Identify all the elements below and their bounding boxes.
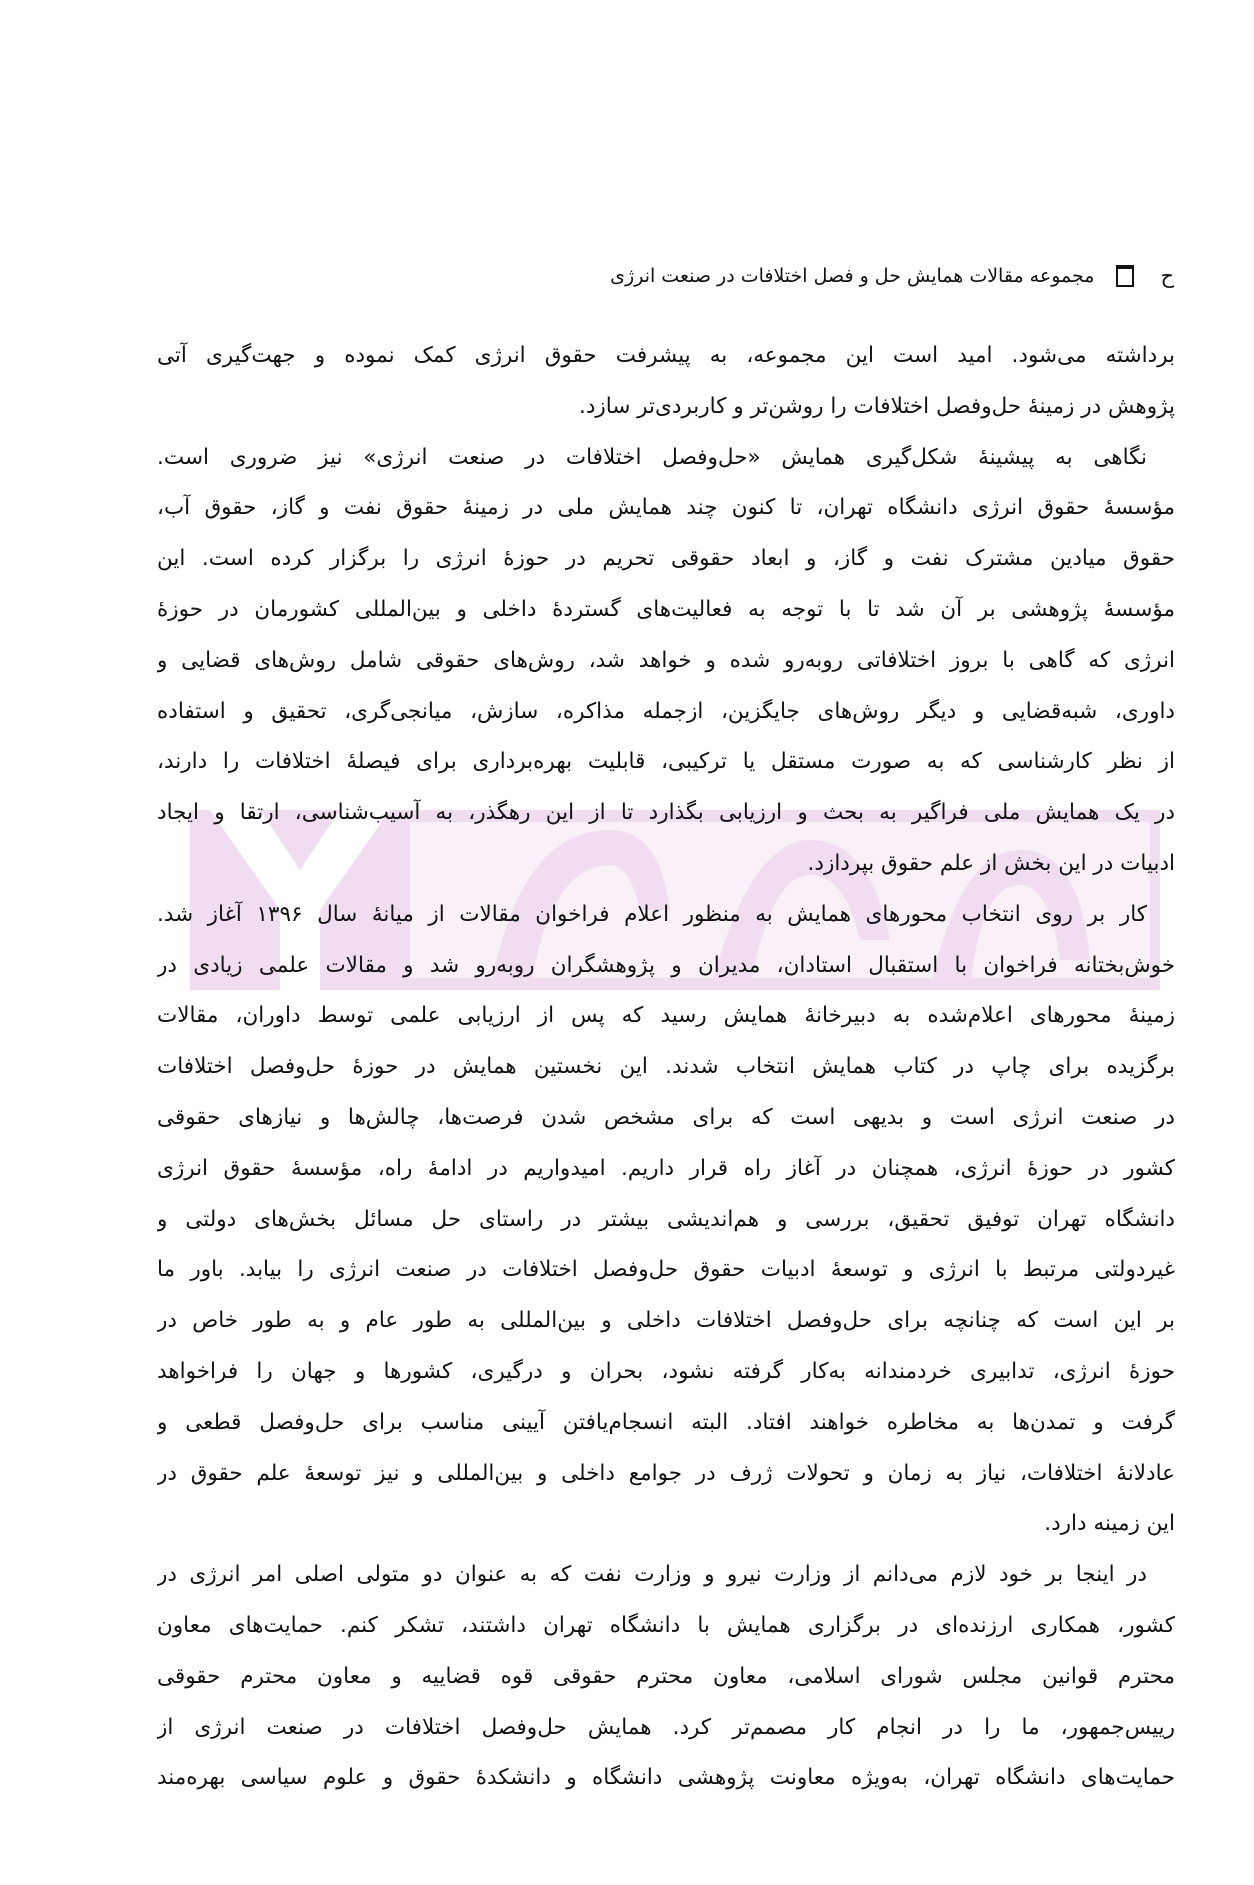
body-text <box>157 331 1175 1804</box>
text-line: پژوهش در زمینهٔ حل‌وفصل اختلافات را روشن‌تر و کاربردی‌تر سازد. <box>578 393 1175 419</box>
page-number: ح <box>1160 264 1174 288</box>
text-line: عادلانهٔ اختلافات، نیاز به زمان و تحولات ژرف در جوامع داخلی و بین‌المللی و نیز توسعهٔ علم حقوق در <box>157 1460 1175 1486</box>
text-line: انرژی که گاهی با بروز اختلافاتی روبه‌رو شده و خواهد شد، روش‌های حقوقی شامل روش‌های قضایی و <box>157 647 1175 673</box>
text-line: محترم قوانین مجلس شورای اسلامی، معاون محترم حقوقی قوه قضاییه و معاون محترم حقوقی <box>157 1663 1175 1689</box>
text-line: دانشگاه تهران توفیق تحقیق، بررسی و هم‌اندیشی بیشتر در راستای حل مسائل بخش‌های دولتی و <box>157 1206 1175 1232</box>
square-bullet-icon <box>1116 265 1134 287</box>
text-line: برداشته می‌شود. امید است این مجموعه، به پیشرفت حقوق انرژی کمک نموده و جهت‌گیری آتی <box>157 343 1175 368</box>
text-line: نگاهی به پیشینهٔ شکل‌گیری همایش «حل‌وفصل اختلافات در صنعت انرژی» نیز ضروری است. <box>157 444 1147 470</box>
text-line: کار بر روی انتخاب محورهای همایش به منظور اعلام فراخوان مقالات از میانهٔ سال ۱۳۹۶ آغاز شد. <box>157 901 1147 927</box>
text-line: غیردولتی مرتبط با انرژی و توسعهٔ ادبیات حقوق حل‌وفصل اختلافات در صنعت انرژی را بیابد. باور ما <box>157 1257 1175 1283</box>
text-line: رییس‌جمهور، ما را در انجام کار مصمم‌تر کرد. همایش حل‌وفصل اختلافات در صنعت انرژی از <box>157 1714 1175 1740</box>
text-line: در یک همایش ملی فراگیر به بحث و ارزیابی بگذارد تا از این رهگذر، به آسیب‌شناسی، ارتقا و ایجاد <box>157 800 1175 826</box>
running-title: مجموعه مقالات همایش حل و فصل اختلافات در صنعت انرژی <box>610 265 1095 287</box>
text-line: کشور، همکاری ارزنده‌ای در برگزاری همایش با دانشگاه تهران داشتند، تشکر کنم. حمایت‌های معاون <box>157 1612 1175 1638</box>
text-line: خوش‌بختانه فراخوان با استقبال استادان، مدیران و پژوهشگران روبه‌رو شد و مقالات علمی زیادی در <box>157 952 1175 978</box>
text-line: حقوق میادین مشترک نفت و گاز، و ابعاد حقوقی تحریم در حوزهٔ انرژی را برگزار کرده است. این <box>157 546 1175 572</box>
text-line: بر این است که چنانچه برای حل‌وفصل اختلافات داخلی و بین‌المللی به طور عام و به طور خاص در <box>157 1308 1175 1334</box>
paragraph <box>157 890 1175 1550</box>
text-line: داوری، شبه‌قضایی و دیگر روش‌های جایگزین، ازجمله مذاکره، سازش، میانجی‌گری، تحقیق و استفاده <box>157 698 1175 724</box>
text-line: مؤسسهٔ حقوق انرژی دانشگاه تهران، تا کنون چند همایش ملی در زمینهٔ حقوق نفت و گاز، حقوق آب، <box>157 495 1175 521</box>
text-line: در صنعت انرژی است و بدیهی است که برای مشخص شدن فرصت‌ها، چالش‌ها و نیازهای حقوقی <box>157 1104 1175 1130</box>
running-header <box>174 258 1174 294</box>
text-line: حمایت‌های دانشگاه تهران، به‌ویژه معاونت پژوهشی دانشگاه و دانشکدهٔ حقوق و علوم سیاسی بهره‌مند <box>157 1765 1175 1791</box>
text-line: کشور در حوزهٔ انرژی، همچنان در آغاز راه قرار داریم. امیدواریم در ادامهٔ راه، مؤسسهٔ حقوق انرژی <box>157 1155 1175 1181</box>
text-line: برگزیده برای چاپ در کتاب همایش انتخاب شدند. این نخستین همایش در حوزهٔ حل‌وفصل اختلافات <box>157 1054 1175 1080</box>
text-line: این زمینه دارد. <box>1044 1511 1175 1537</box>
text-line: ادبیات در این بخش از علم حقوق بپردازد. <box>807 850 1175 876</box>
text-line: در اینجا بر خود لازم می‌دانم از وزارت نیرو و وزارت نفت که به عنوان دو متولی اصلی امر انرژی در <box>157 1562 1147 1588</box>
text-line: حوزهٔ انرژی، تدابیری خردمندانه به‌کار گرفته نشود، بحران و درگیری، کشورها و جهان را فراخواهد <box>157 1358 1175 1384</box>
paragraph <box>157 433 1175 890</box>
text-line: مؤسسهٔ پژوهشی بر آن شد تا با توجه به فعالیت‌های گستردهٔ داخلی و بین‌المللی کشورمان در حوزهٔ <box>157 596 1175 622</box>
text-line: گرفت و تمدن‌ها به مخاطره خواهند افتاد. البته انسجام‌یافتن آیینی مناسب برای حل‌وفصل قطعی و <box>157 1409 1175 1435</box>
paragraph <box>157 1550 1175 1804</box>
text-line: از نظر کارشناسی که به صورت مستقل یا ترکیبی، قابلیت بهره‌برداری برای فیصلهٔ اختلافات را دارند، <box>157 749 1175 775</box>
paragraph <box>157 331 1175 433</box>
text-line: زمینهٔ محورهای اعلام‌شده به دبیرخانهٔ همایش رسید که پس از ارزیابی علمی توسط داوران، مقالات <box>157 1003 1175 1029</box>
